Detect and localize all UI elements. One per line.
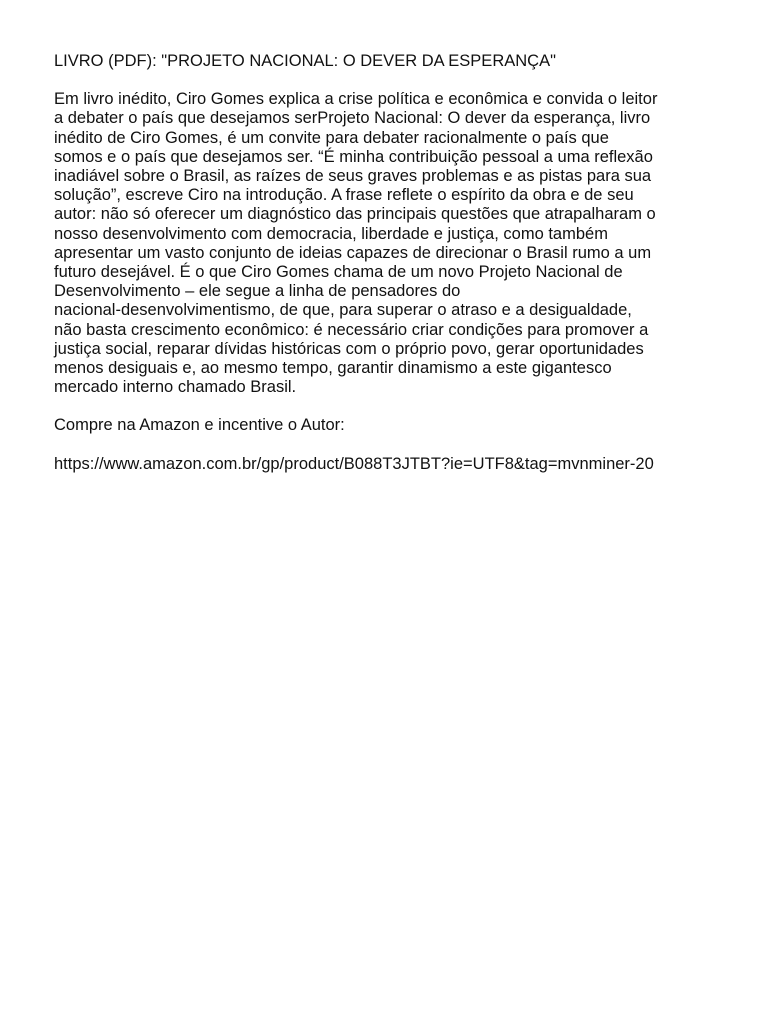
body-line: inédito de Ciro Gomes, é um convite para debater racionalmente o país que <box>54 128 609 147</box>
body-line: somos e o país que desejamos ser. “É minha contribuição pessoal a uma reflexão <box>54 147 653 166</box>
body-line: inadiável sobre o Brasil, as raízes de seus graves problemas e as pistas para sua <box>54 167 652 186</box>
body-line: nacional-desenvolvimentismo, de que, para superar o atraso e a desigualdade, <box>54 301 632 320</box>
body-line: Em livro inédito, Ciro Gomes explica a crise política e econômica e convida o leitor <box>54 90 658 109</box>
body-line: nosso desenvolvimento com democracia, liberdade e justiça, como também <box>54 224 608 243</box>
body-line: autor: não só oferecer um diagnóstico das principais questões que atrapalharam o <box>54 205 656 224</box>
body-line: a debater o país que desejamos serProjeto Nacional: O dever da esperança, livro <box>54 109 651 128</box>
body-line: mercado interno chamado Brasil. <box>54 378 297 397</box>
amazon-product-link[interactable]: https://www.amazon.com.br/gp/product/B088T3JTBT?ie=UTF8&tag=mvnminer-20 <box>54 454 654 473</box>
body-line: justiça social, reparar dívidas históricas com o próprio povo, gerar oportunidades <box>54 339 644 358</box>
body-paragraph <box>54 90 724 397</box>
body-line: não basta crescimento econômico: é necessário criar condições para promover a <box>54 320 649 339</box>
body-line: apresentar um vasto conjunto de ideias capazes de direcionar o Brasil rumo a um <box>54 243 652 262</box>
document-content <box>54 52 724 474</box>
body-line: Desenvolvimento – ele segue a linha de pensadores do <box>54 282 461 301</box>
call-to-action: Compre na Amazon e incentive o Autor: <box>54 416 345 435</box>
body-line: solução”, escreve Ciro na introdução. A frase reflete o espírito da obra e de seu <box>54 186 634 205</box>
document-title: LIVRO (PDF): "PROJETO NACIONAL: O DEVER DA ESPERANÇA" <box>54 52 556 70</box>
body-line: menos desiguais e, ao mesmo tempo, garantir dinamismo a este gigantesco <box>54 359 612 378</box>
body-line: futuro desejável. É o que Ciro Gomes chama de um novo Projeto Nacional de <box>54 263 623 282</box>
